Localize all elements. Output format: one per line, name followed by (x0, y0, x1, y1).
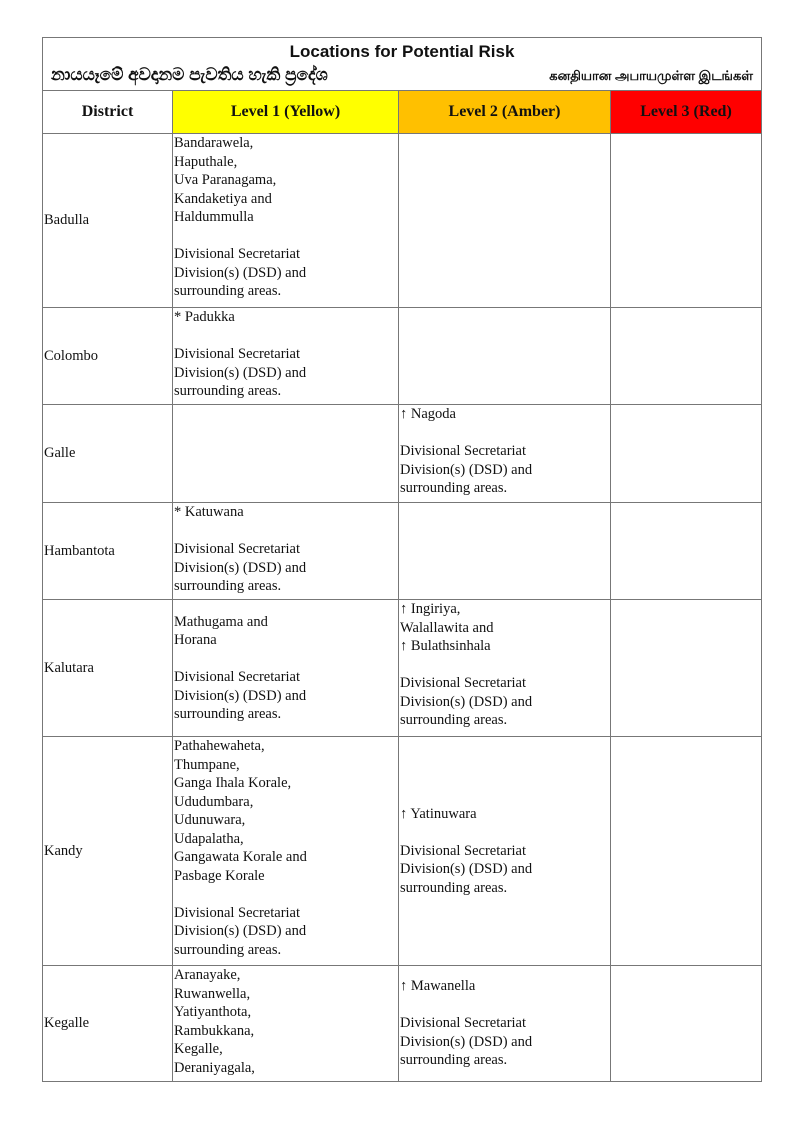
district-cell: Galle (43, 405, 173, 503)
level1-cell: * Katuwana Divisional Secretariat Division(s) (DSD) and surrounding areas. (173, 503, 399, 600)
level2-cell: ↑ Ingiriya, Walallawita and ↑ Bulathsinhala Divisional Secretariat Division(s) (DSD) and surrounding areas. (399, 600, 611, 737)
table-row (43, 405, 762, 503)
header-level1: Level 1 (Yellow) (173, 91, 399, 134)
level3-cell (611, 966, 762, 1082)
level1-cell (173, 405, 399, 503)
level1-cell: Bandarawela, Haputhale, Uva Paranagama, Kandaketiya and Haldummulla Divisional Secretariat Division(s) (DSD) and surrounding areas. (173, 134, 399, 308)
level3-cell (611, 134, 762, 308)
header-district: District (43, 91, 173, 134)
district-cell: Kalutara (43, 600, 173, 737)
level3-cell (611, 308, 762, 405)
district-cell: Badulla (43, 134, 173, 308)
level3-cell (611, 600, 762, 737)
title-english: Locations for Potential Risk (289, 41, 515, 61)
risk-locations-table (42, 37, 762, 1082)
level2-cell (399, 134, 611, 308)
level2-cell (399, 308, 611, 405)
level3-cell (611, 405, 762, 503)
title-sinhala: නායයෑමේ අවදානම පැවතිය හැකි ප්‍රදේශ (51, 64, 328, 84)
table-title (43, 38, 762, 91)
district-cell: Kegalle (43, 966, 173, 1082)
level2-cell: ↑ Yatinuwara Divisional Secretariat Division(s) (DSD) and surrounding areas. (399, 737, 611, 966)
level3-cell (611, 503, 762, 600)
level3-cell (611, 737, 762, 966)
district-cell: Hambantota (43, 503, 173, 600)
level2-cell: ↑ Mawanella Divisional Secretariat Division(s) (DSD) and surrounding areas. (399, 966, 611, 1082)
header-level3: Level 3 (Red) (611, 91, 762, 134)
level1-cell: * Padukka Divisional Secretariat Division(s) (DSD) and surrounding areas. (173, 308, 399, 405)
table-row (43, 134, 762, 308)
table-row (43, 308, 762, 405)
table-row (43, 600, 762, 737)
header-level2: Level 2 (Amber) (399, 91, 611, 134)
header-row (43, 91, 762, 134)
table-row (43, 737, 762, 966)
title-tamil: கனதியான அபாயமுள்ள இடங்கள் (549, 67, 753, 83)
table-row (43, 503, 762, 600)
level1-cell: Pathahewaheta, Thumpane, Ganga Ihala Korale, Ududumbara, Udunuwara, Udapalatha, Gangawata Korale and Pasbage Korale Divisional Secretariat Division(s) (DSD) and surrounding areas. (173, 737, 399, 966)
table-row (43, 966, 762, 1082)
district-cell: Colombo (43, 308, 173, 405)
level1-cell: Aranayake, Ruwanwella, Yatiyanthota, Rambukkana, Kegalle, Deraniyagala, (173, 966, 399, 1082)
district-cell: Kandy (43, 737, 173, 966)
level2-cell (399, 503, 611, 600)
level2-cell: ↑ Nagoda Divisional Secretariat Division(s) (DSD) and surrounding areas. (399, 405, 611, 503)
level1-cell: Mathugama and Horana Divisional Secretariat Division(s) (DSD) and surrounding areas. (173, 600, 399, 737)
